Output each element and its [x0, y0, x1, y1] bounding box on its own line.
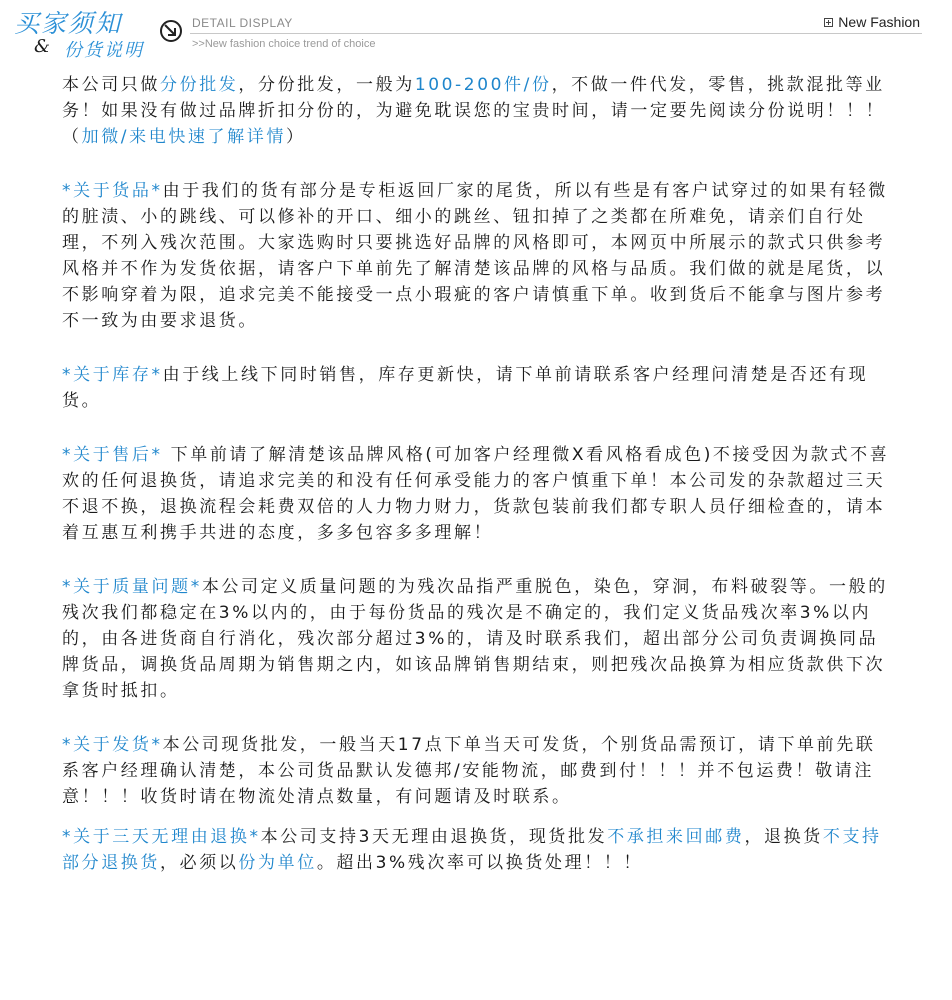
- header-banner: [0, 0, 952, 64]
- quality-body: 本公司定义质量问题的为残次品指严重脱色，染色，穿洞，布料破裂等。一般的残次我们都稳定在3%以内的，由于每份货品的残次是不确定的，我们定义货品残次率3%以内的，由各进货商自行消化，残次部分超过3%的，请及时联系我们，超出部分公司负责调换同品牌货品，调换货品周期为销售期之内，如该品牌销售期结束，则把残次品换算为相应货款供下次拿货时抵扣。: [62, 577, 888, 701]
- arrow-circle-icon: [160, 20, 182, 42]
- shipping-title: *关于发货*: [62, 735, 163, 755]
- stock-body: 由于线上线下同时销售，库存更新快，请下单前请联系客户经理问清楚是否还有现货。: [62, 365, 869, 411]
- returns-highlight-3: 份为单位: [238, 853, 317, 873]
- intro-highlight-2: 100-200件/份: [414, 75, 552, 95]
- notice-content: [62, 72, 892, 876]
- new-fashion-text: New Fashion: [838, 14, 920, 30]
- returns-text-3: ，必须以: [160, 853, 239, 873]
- intro-text-2: ，分份批发，一般为: [238, 75, 415, 95]
- returns-section: [62, 824, 892, 876]
- goods-section: [62, 178, 892, 334]
- intro-text-4: ）: [285, 127, 306, 147]
- after-sales-title: *关于售后*: [62, 445, 163, 465]
- brand-ampersand: &: [34, 36, 51, 57]
- detail-display-title: DETAIL DISPLAY: [192, 16, 293, 30]
- after-sales-section: [62, 442, 892, 546]
- brand-subtitle: 份货说明: [64, 40, 144, 61]
- intro-text-1: 本公司只做: [62, 75, 160, 95]
- brand-title: 买家须知: [14, 9, 123, 38]
- returns-title: *关于三天无理由退换*: [62, 827, 261, 847]
- header-divider: [190, 33, 922, 34]
- returns-text-4: 。超出3%残次率可以换货处理！！！: [316, 853, 643, 873]
- stock-title: *关于库存*: [62, 365, 163, 385]
- stock-section: [62, 362, 892, 414]
- intro-highlight-3: 加微/来电快速了解详情: [81, 127, 286, 147]
- after-sales-body: 下单前请了解清楚该品牌风格(可加客户经理微X看风格看成色)不接受因为款式不喜欢的任何退换货，请追求完美的和没有任何承受能力的客户慎重下单！本公司发的杂款超过三天不退不换，退换流程会耗费双倍的人力物力财力，货款包装前我们都专职人员仔细检查的，请本着互惠互利携手共进的态度，多多包容多多理解！: [62, 445, 890, 543]
- detail-display-subtitle: >>New fashion choice trend of choice: [192, 38, 376, 50]
- quality-section: [62, 574, 892, 704]
- goods-body: 由于我们的货有部分是专柜返回厂家的尾货，所以有些是有客户试穿过的如果有轻微的脏渍、小的跳线、可以修补的开口、细小的跳丝、钮扣掉了之类都在所难免，请亲们自行处理，不列入残次范围。大家选购时只要挑选好品牌的风格即可，本网页中所展示的款式只供参考风格并不作为发货依据，请客户下单前先了解清楚该品牌的风格与品质。我们做的就是尾货，以不影响穿着为限，追求完美不能接受一点小瑕疵的客户请慎重下单。收到货后不能拿与图片参考不一致为由要求退货。: [62, 181, 888, 331]
- plus-square-icon: [824, 18, 833, 27]
- returns-highlight-2: 不支持部分退换货: [62, 827, 882, 873]
- new-fashion-label: [824, 14, 920, 30]
- shipping-body: 本公司现货批发，一般当天17点下单当天可发货，个别货品需预订，请下单前先联系客户经理确认清楚，本公司货品默认发德邦/安能物流，邮费到付！！！并不包运费！敬请注意！！！收货时请在物流处清点数量，有问题请及时联系。: [62, 735, 876, 807]
- returns-text-1: 本公司支持3天无理由退换货，现货批发: [260, 827, 608, 847]
- returns-text-2: ，退换货: [744, 827, 823, 847]
- intro-paragraph: [62, 72, 892, 150]
- quality-title: *关于质量问题*: [62, 577, 202, 597]
- goods-title: *关于货品*: [62, 181, 163, 201]
- intro-text-3: ，不做一件代发，零售，挑款混批等业务！如果没有做过品牌折扣分份的，为避免耽误您的宝贵时间，请一定要先阅读分份说明！！！（: [62, 75, 886, 147]
- intro-highlight-1: 分份批发: [160, 75, 239, 95]
- returns-highlight-1: 不承担来回邮费: [607, 827, 745, 847]
- shipping-section: [62, 732, 892, 810]
